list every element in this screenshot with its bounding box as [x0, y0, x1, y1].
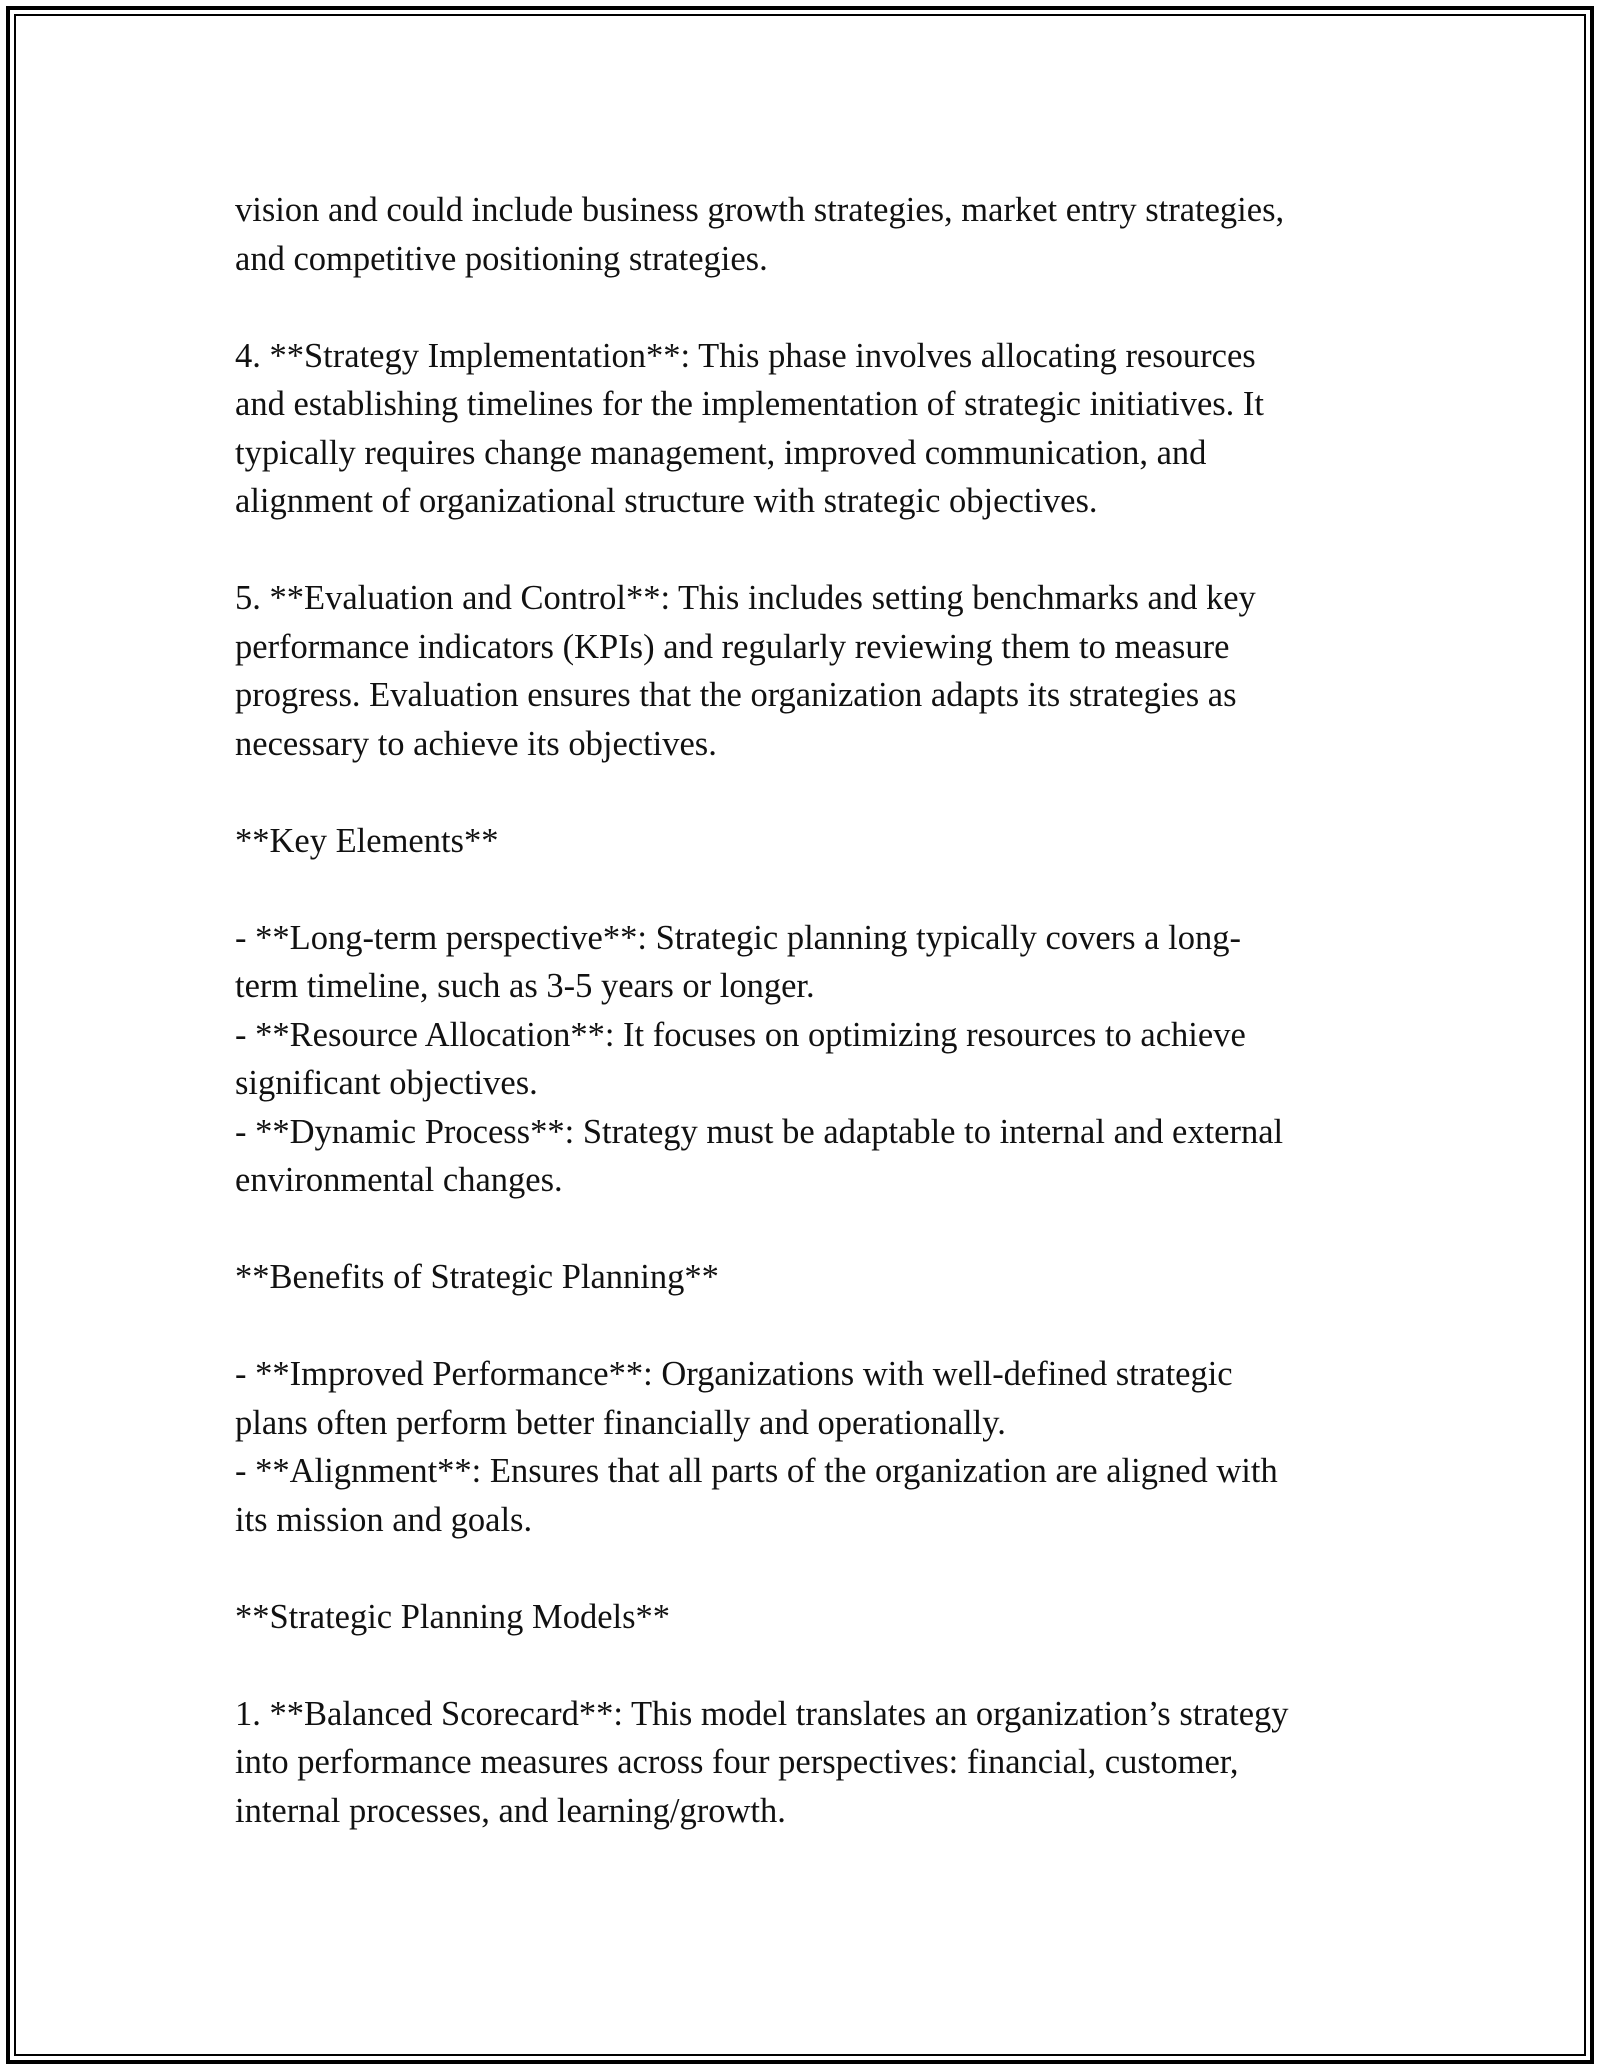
- paragraph-strategy-formulation-end: [235, 186, 1385, 283]
- text-line: plans often perform better financially and operationally.: [235, 1403, 1006, 1442]
- text-line: alignment of organizational structure with strategic objectives.: [235, 482, 1098, 520]
- text-line: - **Long-term perspective**: Strategic planning typically covers a long-: [235, 918, 1241, 957]
- text-line: - **Improved Performance**: Organizations with well-defined strategic: [235, 1355, 1233, 1393]
- text-line: 5. **Evaluation and Control**: This includes setting benchmarks and key: [235, 579, 1256, 617]
- text-line: - **Resource Allocation**: It focuses on optimizing resources to achieve: [235, 1015, 1246, 1054]
- text-line: and competitive positioning strategies.: [235, 239, 768, 278]
- text-line: internal processes, and learning/growth.: [235, 1791, 786, 1830]
- heading-key-elements: [235, 817, 1385, 866]
- text-line: vision and could include business growth strategies, market entry strategies,: [235, 191, 1285, 229]
- list-key-elements: [235, 914, 1385, 1205]
- text-line: **Strategic Planning Models**: [235, 1597, 671, 1636]
- text-line: term timeline, such as 3-5 years or longer.: [235, 967, 815, 1005]
- text-line: its mission and goals.: [235, 1500, 533, 1539]
- text-line: 4. **Strategy Implementation**: This phase involves allocating resources: [235, 336, 1256, 375]
- text-line: progress. Evaluation ensures that the organization adapts its strategies as: [235, 676, 1237, 714]
- heading-benefits: [235, 1253, 1385, 1302]
- text-line: - **Dynamic Process**: Strategy must be adaptable to internal and external: [235, 1112, 1284, 1151]
- document-body: [235, 186, 1385, 1835]
- list-benefits: [235, 1350, 1385, 1544]
- text-line: **Key Elements**: [235, 821, 499, 860]
- text-line: typically requires change management, improved communication, and: [235, 433, 1207, 472]
- text-line: necessary to achieve its objectives.: [235, 724, 717, 763]
- text-line: into performance measures across four perspectives: financial, customer,: [235, 1743, 1239, 1781]
- paragraph-strategy-implementation: [235, 332, 1385, 526]
- text-line: **Benefits of Strategic Planning**: [235, 1258, 719, 1296]
- text-line: significant objectives.: [235, 1064, 538, 1102]
- text-line: environmental changes.: [235, 1161, 563, 1199]
- text-line: 1. **Balanced Scorecard**: This model translates an organization’s strategy: [235, 1694, 1289, 1733]
- paragraph-evaluation-control: [235, 574, 1385, 768]
- heading-models: [235, 1593, 1385, 1642]
- text-line: and establishing timelines for the implementation of strategic initiatives. It: [235, 385, 1265, 423]
- text-line: performance indicators (KPIs) and regularly reviewing them to measure: [235, 627, 1230, 666]
- paragraph-balanced-scorecard: [235, 1690, 1385, 1836]
- text-line: - **Alignment**: Ensures that all parts of the organization are aligned with: [235, 1452, 1278, 1490]
